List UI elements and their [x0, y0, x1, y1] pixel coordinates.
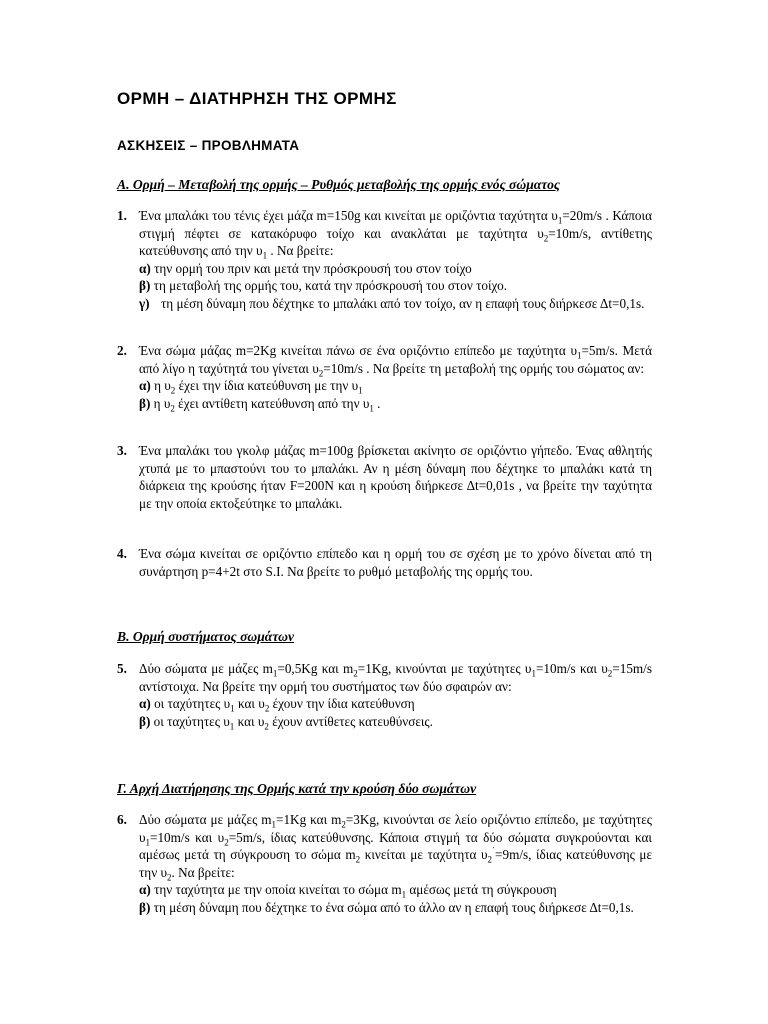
part-c: γ) τη μέση δύναμη που δέχτηκε το μπαλάκι από τον τοίχο, αν η επαφή τους διήρκεσε Δt=0,1s. [139, 295, 645, 311]
problem-statement: Δύο σώματα με μάζες $m_1=0,5Kg$ και $m_2=1Kg$, κινούνται με ταχύτητες $\upsilon_1=10m/s$ και $\upsilon_2=15m/s$ αντίστοιχα. Να βρείτε την ορμή του συστήματος των δύο σφαιρών αν: [139, 661, 652, 694]
problem-number: 3. [117, 443, 127, 458]
problem-1 [117, 207, 652, 313]
problem-4 [117, 545, 652, 580]
section-c-heading: Γ. Αρχή Διατήρησης της Ορμής κατά την κρούση δύο σωμάτων [117, 781, 477, 796]
part-b: β) η $\upsilon_2$ έχει αντίθετη κατεύθυνση από την $\upsilon_1$ . [139, 395, 381, 414]
part-b: β) τη μεταβολή της ορμής του, κατά την πρόσκρουσή του στον τοίχο. [139, 278, 507, 294]
problem-3 [117, 442, 652, 512]
part-a: α) οι ταχύτητες $\upsilon_1$ και $\upsilon_2$ έχουν την ίδια κατεύθυνση [139, 696, 415, 714]
section-a-heading: Α. Ορμή – Μεταβολή της ορμής – Ρυθμός μεταβολής της ορμής ενός σώματος [117, 177, 560, 192]
problem-statement: Ένα μπαλάκι του γκολφ μάζας m=100g βρίσκεται ακίνητο σε οριζόντιο γήπεδο. Ένας αθλητής χτυπά με το μπαστούνι του το μπαλάκι. Αν η μέση δύναμη που δέχτηκε το μπαλάκι κατά τη διάρκεια της κρούσης ήταν F=200N και η κρούση διήρκεσε Δt=0,01s , να βρείτε την ταχύτητα με την οποία εκτοξεύτηκε το μπαλάκι. [139, 443, 652, 511]
part-a: α) η $\upsilon_2$ έχει την ίδια κατεύθυνση με την $\upsilon_1$ [139, 378, 363, 396]
part-a: α) την ορμή του πριν και μετά την πρόσκρουσή του στον τοίχο [139, 260, 472, 276]
problem-number: 1. [117, 208, 127, 223]
problem-number: 6. [117, 812, 127, 827]
problem-statement: Ένα σώμα κινείται σε οριζόντιο επίπεδο και η ορμή του σε σχέση με το χρόνο δίνεται από τη συνάρτηση p=4+2t στο S.I. Να βρείτε το ρυθμό μεταβολής της ορμής του. [139, 546, 652, 579]
page-subtitle: ΑΣΚΗΣΕΙΣ – ΠΡΟΒΛΗΜΑΤΑ [117, 138, 300, 153]
section-b-heading: Β. Ορμή συστήματος σωμάτων [117, 629, 295, 644]
problem-6 [117, 811, 652, 917]
problem-statement: Ένα σώμα μάζας m=2Kg κινείται πάνω σε ένα οριζόντιο επίπεδο με ταχύτητα $\upsilon_1=5m/s$. Μετά από λίγο η ταχύτητά του γίνεται $\upsilon_2=10m/s$ . Να βρείτε τη μεταβολή της ορμής του σώματος αν: [139, 343, 653, 379]
problem-2 [117, 342, 652, 412]
part-b: β) τη μέση δύναμη που δέχτηκε το ένα σώμα από το άλλο αν η επαφή τους διήρκεσε Δt=0,1s. [139, 899, 634, 915]
problem-statement: Δύο σώματα με μάζες $m_1=1Kg$ και $m_2=3Kg$, κινούνται σε λείο οριζόντιο επίπεδο, με ταχύτητες $\upsilon_1=10m/s$ και $\upsilon_2=5m/s$, ίδιας κατεύθυνσης. Κάποια στιγμή τα δύο σώματα συγκρούονται και αμέσως μετά τη σύγκρουση το σώμα $m_2$ κινείται με ταχύτητα $\upsilon_2^΄=9m/s$, ίδιας κατεύθυνσης με την $\upsilon_2$. Να βρείτε: [139, 812, 653, 883]
problem-number: 5. [117, 661, 127, 676]
problem-statement: Ένα μπαλάκι του τένις έχει μάζα m=150g και κινείται με οριζόντια ταχύτητα $\upsilon_1=20m/s$ . Κάποια στιγμή πέφτει σε κατακόρυφο τοίχο και ανακλάται με ταχύτητα $\upsilon_2=10m/s$, αντίθετης κατεύθυνσης από την $\upsilon_1$ . Να βρείτε: [139, 208, 652, 261]
part-a: α) την ταχύτητα με την οποία κινείται το σώμα $m_1$ αμέσως μετά τη σύγκρουση [139, 882, 557, 901]
problem-number: 4. [117, 546, 127, 561]
problem-number: 2. [117, 343, 127, 358]
page-title: ΟΡΜΗ – ΔΙΑΤΗΡΗΣΗ ΤΗΣ ΟΡΜΗΣ [117, 89, 397, 108]
part-b: β) οι ταχύτητες $\upsilon_1$ και $\upsilon_2$ έχουν αντίθετες κατευθύνσεις. [139, 713, 433, 732]
problem-5 [117, 660, 652, 730]
